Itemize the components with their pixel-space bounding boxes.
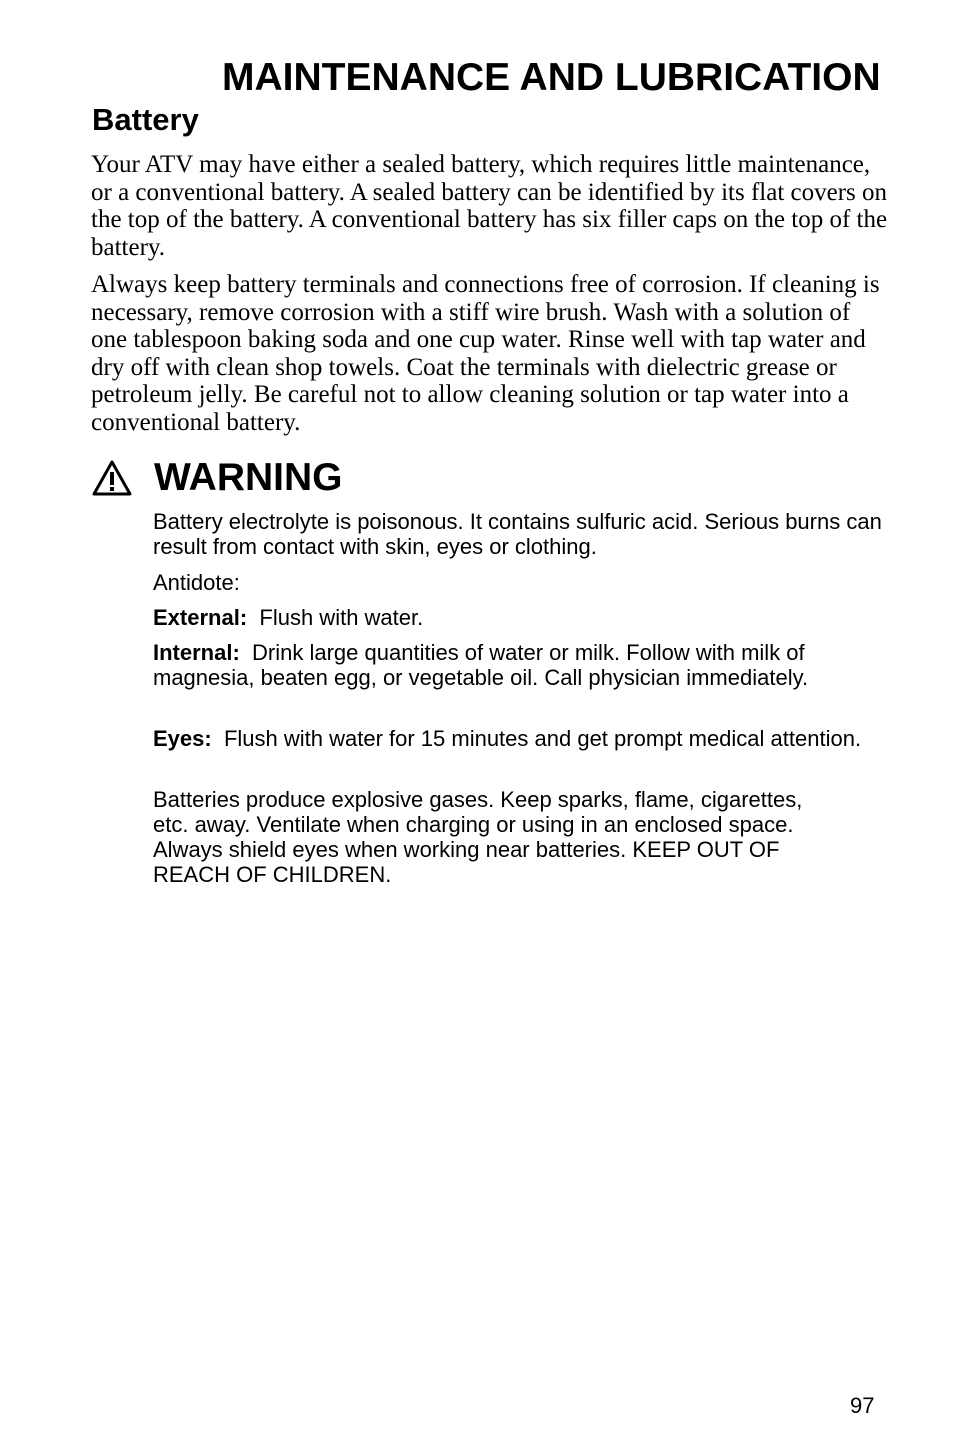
section-heading: Battery [92, 102, 199, 137]
external-label: External: [153, 605, 248, 630]
antidote-label: Antidote: [153, 570, 240, 595]
warning-triangle-icon [92, 460, 132, 496]
paragraph-battery-types: Your ATV may have either a sealed battery, which requires little maintenance, or a conventional battery. A sealed battery can be identified by its flat covers on the top of the battery. A conventional battery has six filler caps on the top of the battery. [91, 151, 888, 261]
warning-header [92, 456, 343, 500]
paragraph-battery-cleaning: Always keep battery terminals and connections free of corrosion. If cleaning is necessary, remove corrosion with a stiff wire brush. Wash with a solution of one tablespoon baking soda and one cup water. Rinse well with tap water and dry off with clean shop towels. Coat the terminals with dielectric grease or petroleum jelly. Be careful not to allow cleaning solution or tap water into a conventional battery. [91, 271, 880, 436]
antidote-external [153, 605, 893, 630]
antidote-eyes [153, 726, 893, 751]
page-number: 97 [850, 1393, 875, 1418]
antidote-internal [153, 640, 893, 690]
warning-title: WARNING [154, 456, 343, 499]
warning-electrolyte: Battery electrolyte is poisonous. It contains sulfuric acid. Serious burns can result from contact with skin, eyes or clothing. [153, 509, 882, 559]
internal-label: Internal: [153, 640, 240, 665]
internal-text: Drink large quantities of water or milk. Follow with milk of magnesia, beaten egg, or vegetable oil. Call physician immediately. [153, 640, 809, 690]
eyes-text: Flush with water for 15 minutes and get prompt medical attention. [223, 726, 862, 751]
page-title: MAINTENANCE AND LUBRICATION [222, 56, 881, 99]
external-text: Flush with water. [259, 605, 424, 630]
eyes-label: Eyes: [153, 726, 212, 751]
warning-explosive-gases: Batteries produce explosive gases. Keep sparks, flame, cigarettes, etc. away. Ventilate when charging or using in an enclosed space. Always shield eyes when working near batteries. KEEP OUT OF REACH OF CHILDREN. [153, 787, 803, 887]
